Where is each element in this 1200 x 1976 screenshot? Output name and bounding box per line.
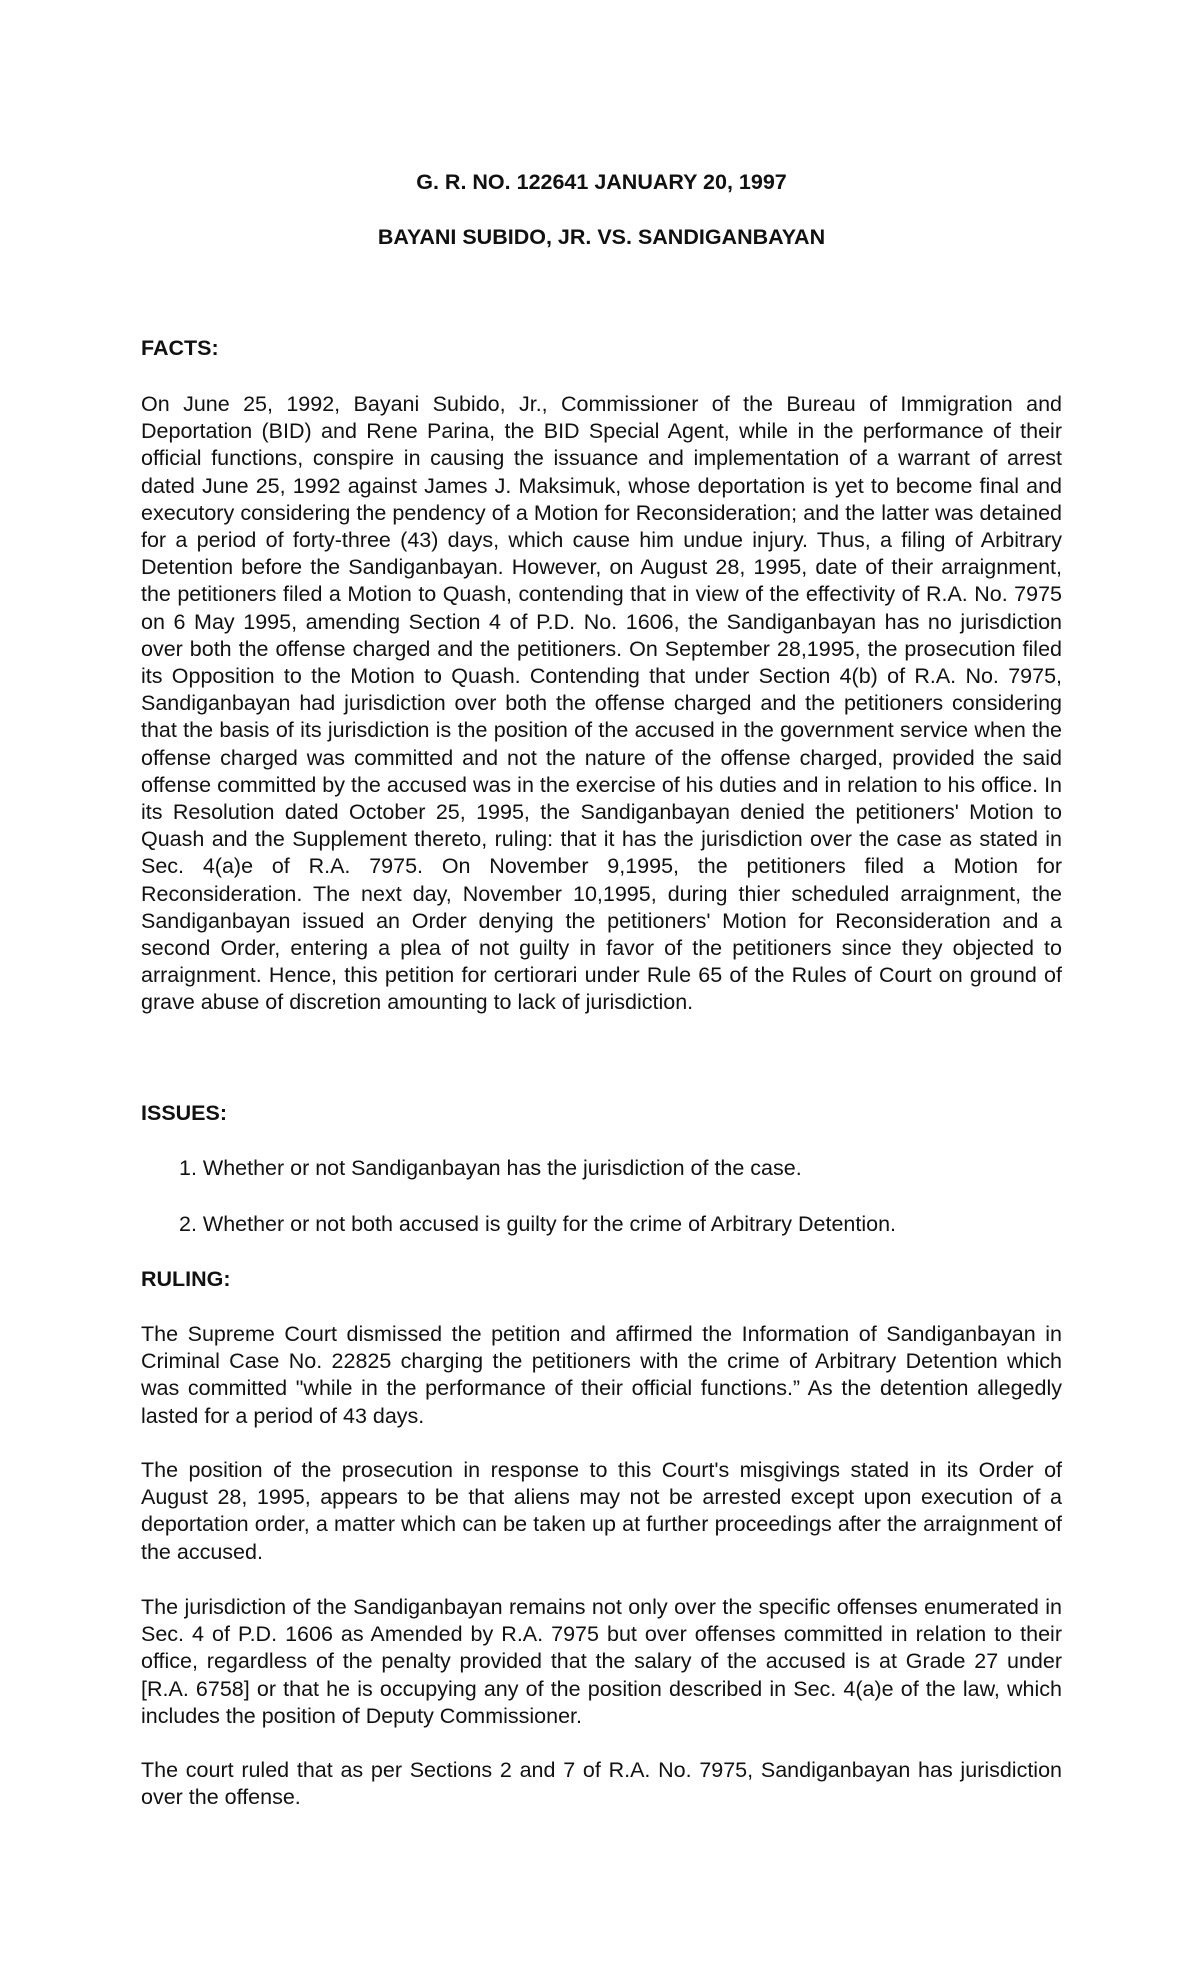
ruling-paragraph-2: The position of the prosecution in response to this Court's misgivings stated in its Order of August 28, 1995, appears to be that aliens may not be arrested except upon execution of a deportation order, a matter which can be taken up at further proceedings after the arraignment of the accused. (141, 1458, 1062, 1564)
facts-heading: FACTS: (141, 336, 219, 360)
case-title: BAYANI SUBIDO, JR. VS. SANDIGANBAYAN (377, 225, 826, 249)
ruling-paragraph-1: The Supreme Court dismissed the petition and affirmed the Information of Sandiganbayan in Criminal Case No. 22825 charging the petitioners with the crime of Arbitrary Detention which was committed "while in the performance of their official functions.” As the detention allegedly lasted for a period of 43 days. (141, 1322, 1062, 1428)
ruling-paragraph-3: The jurisdiction of the Sandiganbayan remains not only over the specific offenses enumerated in Sec. 4 of P.D. 1606 as Amended by R.A. 7975 but over offenses committed in relation to their office, regardless of the penalty provided that the salary of the accused is at Grade 27 under [R.A. 6758] or that he is occupying any of the position described in Sec. 4(a)e of the law, which includes the position of Deputy Commissioner. (141, 1595, 1062, 1728)
case-number: G. R. NO. 122641 JANUARY 20, 1997 (416, 170, 787, 194)
issue-item-1: 1. Whether or not Sandiganbayan has the jurisdiction of the case. (179, 1156, 802, 1180)
issue-item-2: 2. Whether or not both accused is guilty for the crime of Arbitrary Detention. (179, 1212, 897, 1236)
ruling-paragraph-4: The court ruled that as per Sections 2 and 7 of R.A. No. 7975, Sandiganbayan has jurisdiction over the offense. (141, 1758, 1062, 1810)
ruling-heading: RULING: (141, 1267, 231, 1291)
issues-heading: ISSUES: (141, 1101, 228, 1125)
facts-paragraph: On June 25, 1992, Bayani Subido, Jr., Commissioner of the Bureau of Immigration and Deportation (BID) and Rene Parina, the BID Special Agent, while in the performance of their official functions, conspire in causing the issuance and implementation of a warrant of arrest dated June 25, 1992 against James J. Maksimuk, whose deportation is yet to become final and executory considering the pendency of a Motion for Reconsideration; and the latter was detained for a period of forty-three (43) days, which cause him undue injury. Thus, a filing of Arbitrary Detention before the Sandiganbayan. However, on August 28, 1995, date of their arraignment, the petitioners filed a Motion to Quash, contending that in view of the effectivity of R.A. No. 7975 on 6 May 1995, amending Section 4 of P.D. No. 1606, the Sandiganbayan has no jurisdiction over both the offense charged and the petitioners. On September 28,1995, the prosecution filed its Opposition to the Motion to Quash. Contending that under Section 4(b) of R.A. No. 7975, Sandiganbayan had jurisdiction over both the offense charged and the petitioners considering that the basis of its jurisdiction is the position of the accused in the government service when the offense charged was committed and not the nature of the offense charged, provided the said offense committed by the accused was in the exercise of his duties and in relation to his office. In its Resolution dated October 25, 1995, the Sandiganbayan denied the petitioners' Motion to Quash and the Supplement thereto, ruling: that it has the jurisdiction over the case as stated in Sec. 4(a)e of R.A. 7975. On November 9,1995, the petitioners filed a Motion for Reconsideration. The next day, November 10,1995, during thier scheduled arraignment, the Sandiganbayan issued an Order denying the petitioners' Motion for Reconsideration and a second Order, entering a plea of not guilty in favor of the petitioners since they objected to arraignment. Hence, this petition for certiorari under Rule 65 of the Rules of Court on ground of grave abuse of discretion amounting to lack of jurisdiction. (141, 392, 1062, 1015)
